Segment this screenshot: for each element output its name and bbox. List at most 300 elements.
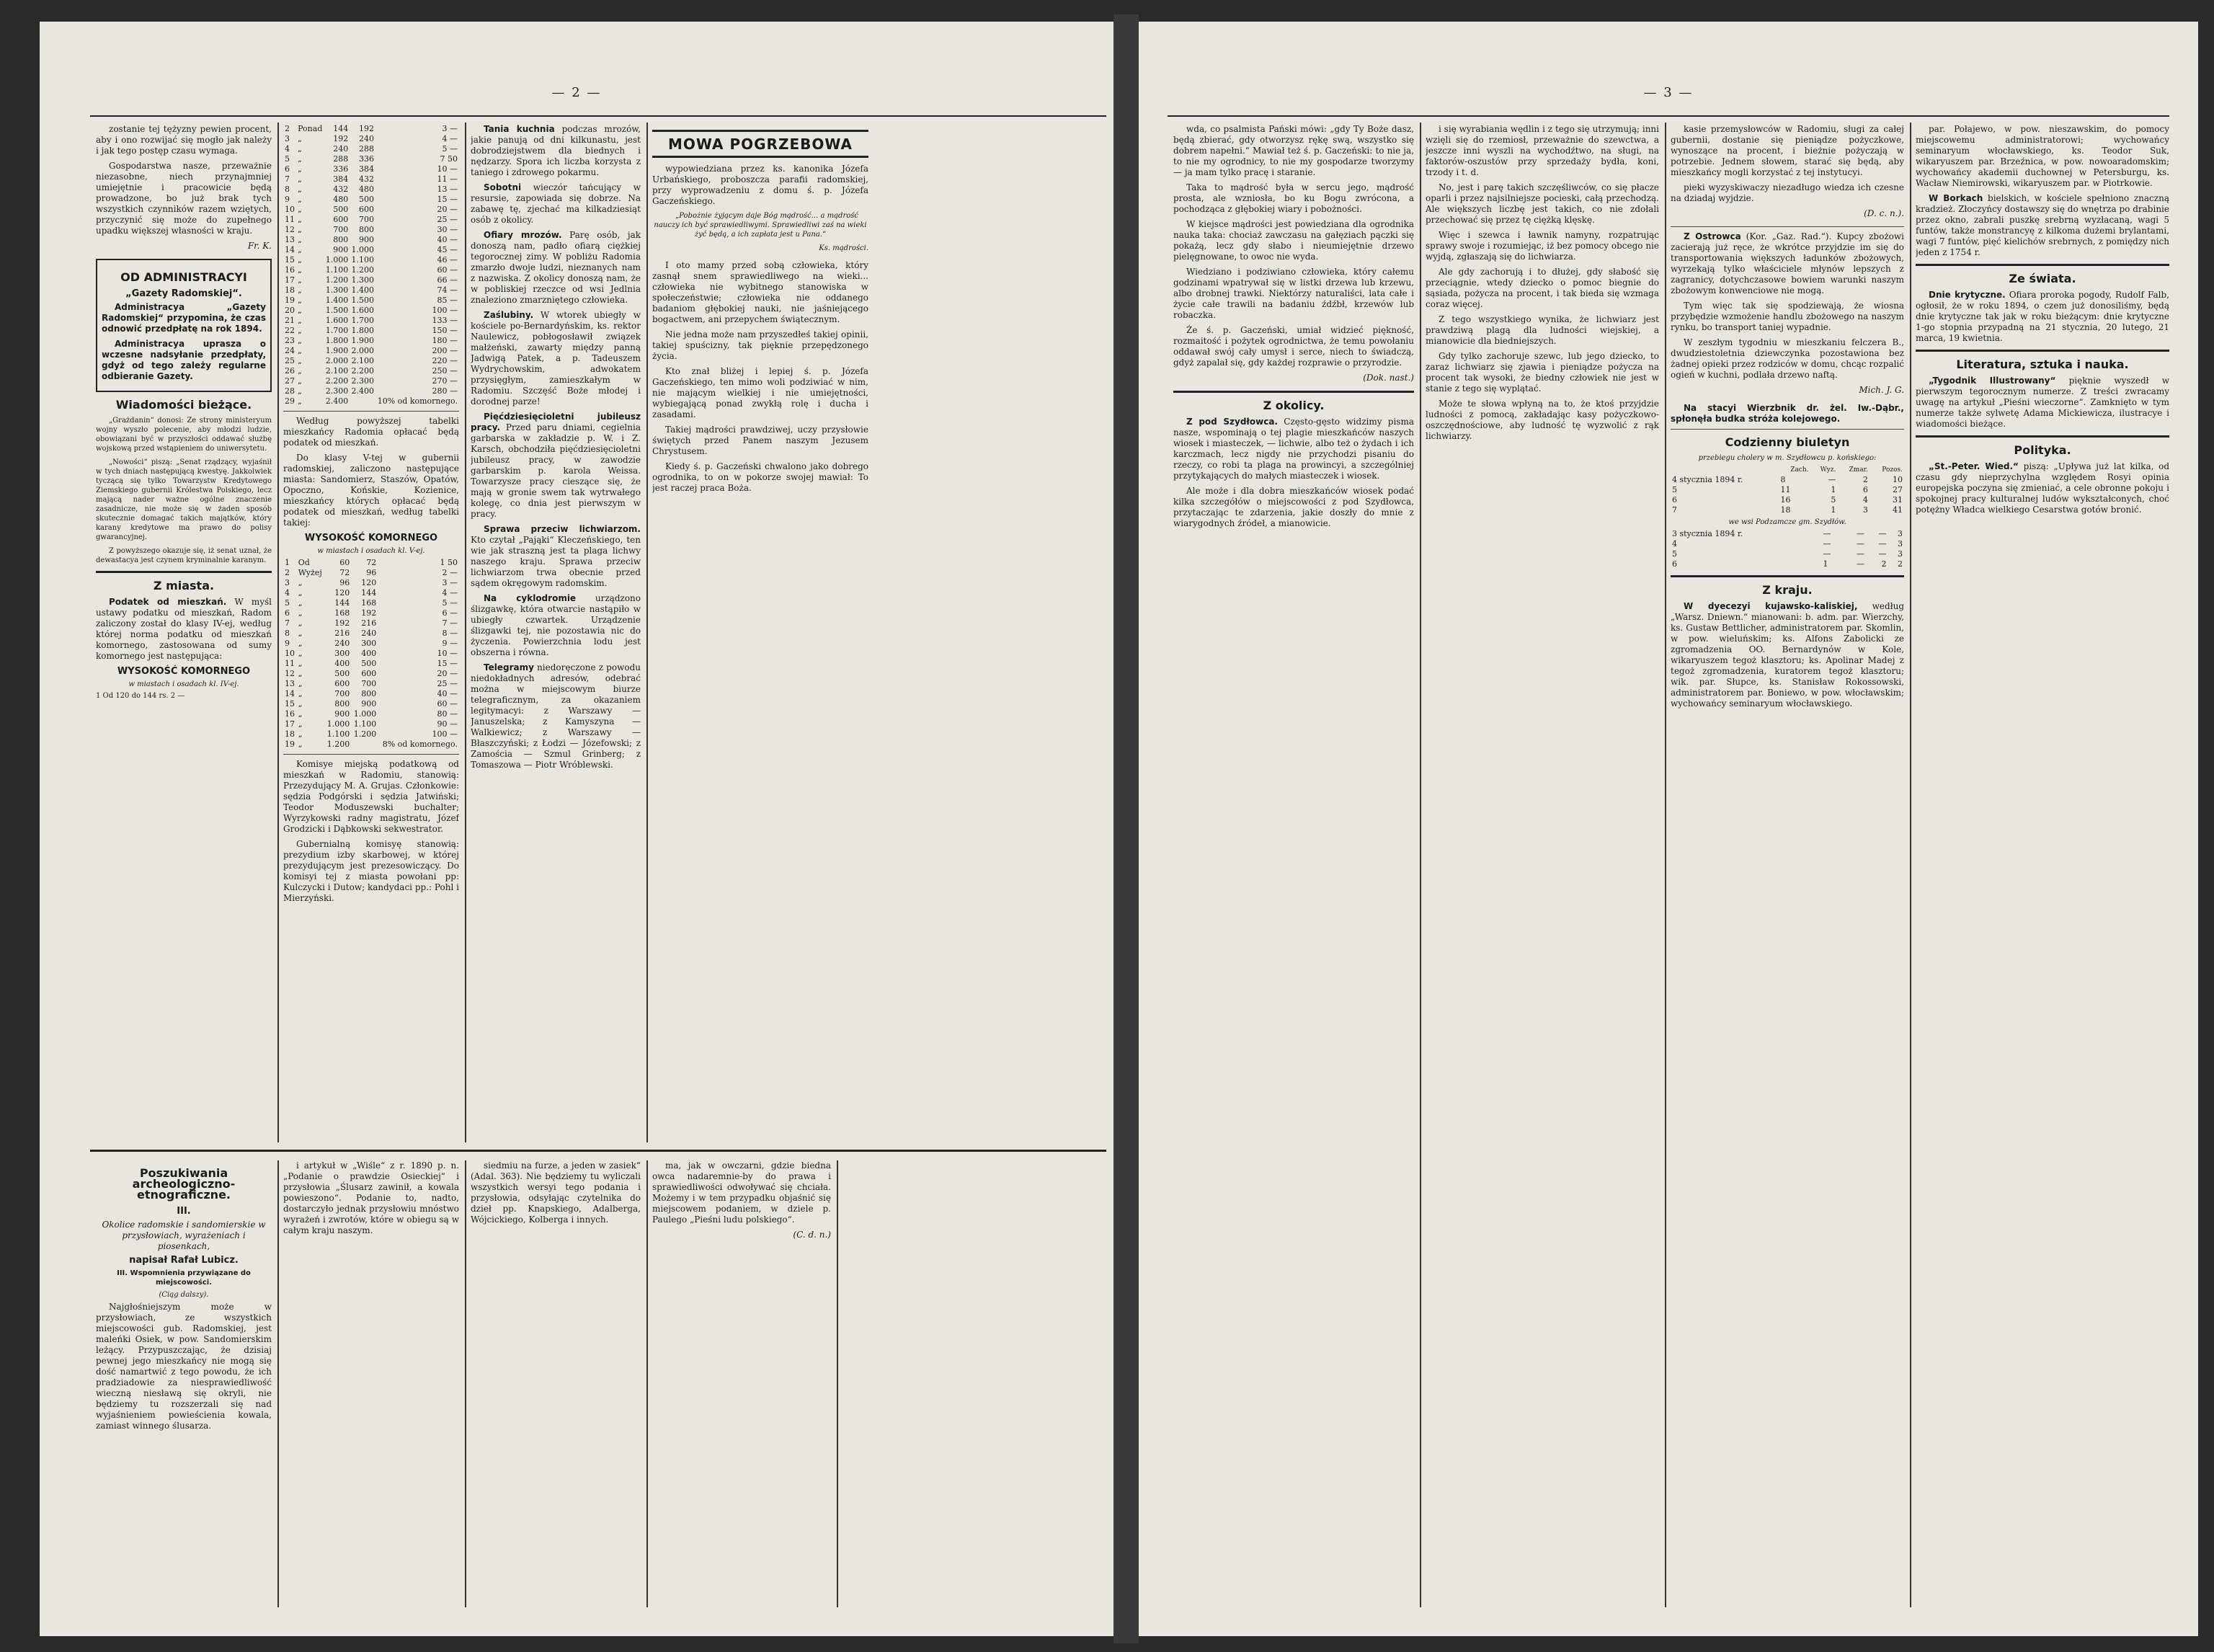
table-cell: 6 xyxy=(1672,495,1677,505)
table-row xyxy=(1671,495,1904,505)
table-cell: 2 xyxy=(1898,559,1903,569)
section-title: Polityka. xyxy=(2014,443,2071,457)
table-cell: 1.000 xyxy=(326,719,350,729)
article-text: Taka to mądrość była w sercu jego, mądrość prosta, ale wzniosła, bo ku Bogu zwrócona, a pochodząca z głębokiej wiary i pobożności. xyxy=(1173,182,1414,214)
table-cell: 800 xyxy=(334,699,350,709)
feuilleton-continuation: (Ciąg dalszy). xyxy=(159,1291,209,1299)
article-text: par. Połajewo, w pow. nieszawskim, do pomocy miejscowemu administratorowi; wychowańcy seminaryum włocławskiego, ks. Teodor Suk, wikaryuszem par. Brzeźnica, w pow. nowoaradomskim; wychowańcy akademii duchownej w Petersburgu, ks. Wacław Niemirowski, wikaryuszem par. w Piotrkowie. xyxy=(1916,124,2169,188)
table-cell: 7 xyxy=(1672,505,1677,515)
right-column-1 xyxy=(1173,124,1414,1609)
archaeology-column-4 xyxy=(652,1160,831,1607)
table-cell: 12 xyxy=(285,225,295,234)
article-text: I oto mamy przed sobą człowieka, który zasnął snem sprawiedliwego na wieki... człowieka nie wybitnego stanowiska w społeczeństwie; człowieka nie oddanego badaniom głębokiej nauki, nie jaśniejącego bogactwem, ani przepychem świątecznym. xyxy=(652,260,868,324)
table-cell: 20 xyxy=(285,306,295,315)
table-cell: Wyżej xyxy=(298,568,322,577)
table-cell: 500 xyxy=(333,205,349,214)
table-cell: — xyxy=(1828,475,1836,484)
cholera-table xyxy=(1671,465,1904,515)
table-cell: 8 xyxy=(1780,475,1786,484)
table-cell: 1.000 xyxy=(325,255,349,265)
table-row xyxy=(283,659,459,669)
table-cell: „ xyxy=(298,174,302,184)
table-subtitle: w miastach i osadach kl. IV-ej. xyxy=(128,680,239,688)
table-cell: 800 xyxy=(358,225,374,234)
table-cell: 11 xyxy=(285,659,295,668)
item-lead: Dnie krytyczne. xyxy=(1929,290,2006,300)
table-cell: 10 xyxy=(285,205,295,214)
table-cell: Od xyxy=(298,558,310,567)
table-cell: 3 xyxy=(1898,549,1903,559)
table-cell: „ xyxy=(298,235,302,244)
table-cell: 9 xyxy=(285,639,290,648)
table-cell: 600 xyxy=(333,215,349,224)
signature: (D. c. n.). xyxy=(1864,208,1904,218)
table-cell: 144 xyxy=(361,588,377,598)
signature: (C. d. n.) xyxy=(793,1230,831,1240)
table-cell: 240 xyxy=(361,629,377,638)
table-cell: 1.400 xyxy=(351,285,374,295)
table-row xyxy=(283,618,459,629)
table-cell: 3 xyxy=(285,134,290,143)
left-column-1 xyxy=(96,124,272,1146)
table-cell: 10 — xyxy=(437,649,458,658)
table-row xyxy=(283,154,459,164)
article-text: W wtorek ubiegły w kościele po-Bernardyńskim, ks. rektor Naulewicz, pobłogosławił związek małżeński, zawarty między panną Jadwigą Patek, a p. Tadeuszem Wydrychowskim, adwokatem przysięgłym, zamieszkałym w Radomiu. Szczęść Boże młodej i dorodnej parze! xyxy=(471,310,641,407)
article-text: No, jest i parę takich szczęśliwców, co się płacze oparli i przez najsilniejsze pocieski, całą przechodzą. Ale większych liczbę jest takich, co nie zdołali przechować się przez tę ciężką klęskę. xyxy=(1426,182,1659,225)
table-row xyxy=(1671,485,1904,495)
divider xyxy=(1671,575,1904,577)
table-cell: 216 xyxy=(334,629,350,638)
table-cell: 13 xyxy=(285,679,295,688)
table-cell: 6 — xyxy=(442,608,458,618)
table-row xyxy=(283,164,459,174)
article-text: Ale może i dla dobra mieszkańców wiosek podać kilka szczegółów o miejscowości z pod Szydłowca, przytaczając te zdarzenia, jakie doszły do mnie z wiarygodnych źródeł, a mianowicie. xyxy=(1173,486,1414,528)
table-cell: 9 xyxy=(285,195,290,204)
table-cell: 24 xyxy=(285,346,295,355)
table-cell: 600 xyxy=(334,679,350,688)
table-cell: 800 xyxy=(333,235,349,244)
table-cell: 60 xyxy=(339,558,350,567)
table-cell: 1.100 xyxy=(326,729,350,739)
table-cell: 133 — xyxy=(432,316,458,325)
article-text: Że ś. p. Gaczeński, umiał widzieć piękność, rozmaitość i pożytek ogrodnictwa, że temu powołaniu oddawał swój cały umysł i serce, niech to świadczą, gdyż zapalał się, gdy każdej rozprawie o przyrodzie. xyxy=(1173,325,1414,368)
table-cell: 4 xyxy=(285,144,290,154)
article-text: (Kor. „Gaz. Rad.“). Kupcy zbożowi zacierają już ręce, że wkrótce przyjdzie im się do transportowania większych ładunków zbożowych, wyrzekają tylko właściciele młynów lepszych z zagranicy, dotychczasowe bowiem warunki naszym zbożowym konwenciowe nie mogą. xyxy=(1671,231,1904,296)
left-column-4 xyxy=(652,124,1106,1146)
table-cell: „ xyxy=(298,185,302,194)
divider xyxy=(1671,226,1904,227)
table-cell: 1.100 xyxy=(353,719,377,729)
table-cell: 2.100 xyxy=(351,356,374,365)
table-cell: — xyxy=(1823,539,1831,549)
table-cell: 5 xyxy=(1672,549,1677,559)
table-row xyxy=(1671,559,1904,569)
table-cell: 288 xyxy=(358,144,374,154)
table-cell: „ xyxy=(298,285,302,295)
article-text: zostanie tej tężyzny pewien procent, aby i ono rozwijać się mogło jak należy i jak tego postęp czasu wymaga. xyxy=(96,124,272,156)
table-cell: „ xyxy=(298,740,303,749)
table-cell: 45 — xyxy=(437,245,458,254)
item-lead: Ofiary mrozów. xyxy=(484,230,562,240)
table-title: WYSOKOŚĆ KOMORNEGO xyxy=(304,533,438,543)
table-cell: 17 xyxy=(285,275,295,285)
table-cell: 1.500 xyxy=(325,306,349,315)
table-cell: „ xyxy=(298,719,303,729)
table-row xyxy=(283,699,459,709)
table-row xyxy=(283,629,459,639)
item-lead: W dyecezyi kujawsko-kaliskiej, xyxy=(1684,601,1858,611)
table-cell: 100 — xyxy=(432,729,458,739)
article-text: Kto znał bliżej i lepiej ś. p. Józefa Gaczeńskiego, ten mimo woli podziwiać w nim, nie mającym wielkiej i nie umiejętności, wybiegającą ponad zwykłą rolę i ducha i zasadami. xyxy=(652,366,868,419)
table-cell: 180 — xyxy=(432,336,458,345)
table-cell: 4 xyxy=(285,588,290,598)
table-cell: 18 xyxy=(285,729,295,739)
table-row xyxy=(283,124,459,134)
notice-subtitle: „Gazety Radomskiej“. xyxy=(125,288,242,299)
table-cell: 9 — xyxy=(442,639,458,648)
table-cell: „ xyxy=(298,195,302,204)
table-cell: 4 stycznia 1894 r. xyxy=(1672,475,1743,484)
table-cell: „ xyxy=(298,629,303,638)
table-row xyxy=(1671,505,1904,515)
table-cell: 3 stycznia 1894 r. xyxy=(1672,529,1743,538)
table-cell: 500 xyxy=(358,195,374,204)
table-cell: „ xyxy=(298,366,302,376)
signature: Fr. K. xyxy=(247,241,272,251)
top-rule xyxy=(90,115,1106,117)
table-cell: 1.900 xyxy=(351,336,374,345)
table-cell: 27 xyxy=(1893,485,1903,494)
article-text: Gospodarstwa nasze, przeważnie niezasobne, niech przynajmniej umiejętnie i pracowicie będą prowadzone, bo już brak tych wszystkich czynników razem wziętych, przyczynić się może do zupełnego upadku większej własności w kraju. xyxy=(96,161,272,236)
table-cell: 1.100 xyxy=(325,265,349,275)
table-header: Zach. xyxy=(1790,466,1809,474)
article-text: Ofiara proroka pogody, Rudolf Falb, ogłosił, że w roku 1894, o czem już donosiliśmy, będą dnie krytyczne tak jak w roku bieżącym: dnie krytyczne 1-go stopnia przypadną na 21 stycznia, 20 lutego, 21 marca, 19 kwietnia. xyxy=(1916,290,2169,343)
divider xyxy=(283,754,459,755)
table-cell: 480 xyxy=(358,185,374,194)
table-cell: 96 xyxy=(339,578,350,587)
article-text: Parę osób, jak donoszą nam, padło ofiarą ciężkiej tegorocznej zimy. W pobliżu Radomia zmarzło dwoje ludzi, nieznanych nam z nazwiska. Z okolicy donoszą nam, że w pobliskiej rzeczce od wsi Jedlnia znaleziono zmarzniętego człowieka. xyxy=(471,230,641,305)
table-row xyxy=(283,235,459,245)
table-cell: 3 xyxy=(1898,539,1903,549)
table-cell: 700 xyxy=(334,689,350,698)
table-cell: 14 xyxy=(285,689,295,698)
table-cell: 1.200 xyxy=(351,265,374,275)
table-row xyxy=(283,195,459,205)
news-item: „Grażdanin“ donosi: Ze strony ministeryum wojny wyszło polecenie, aby młodzi ludzie, obowiązani być w przyszłości oddawać służbę wojskową przed wstąpieniem do uniwersytetu. xyxy=(96,417,272,453)
table-cell: 7 — xyxy=(442,618,458,628)
table-cell: 192 xyxy=(334,618,350,628)
table-cell: 1.800 xyxy=(351,326,374,335)
table-cell: 4 xyxy=(1862,495,1868,505)
bulletin-title: Codzienny biuletyn xyxy=(1725,435,1850,449)
item-lead: W Borkach xyxy=(1929,193,1983,203)
table-cell: 700 xyxy=(358,215,374,224)
table-cell: 31 xyxy=(1893,495,1903,505)
article-text: piszą: „Upływa już lat kilka, od czasu gdy nieprzychylna względem Rosyi opinia europejska poczyna się zmieniać, a cele obronne pokoju i spokojnej pracy kulturalnej ludów wykształconych, choć potężny Władca wielkiego Cesarstwa gotów bronić. xyxy=(1916,461,2169,515)
table-cell: 22 xyxy=(285,326,295,335)
column-divider xyxy=(837,1160,838,1607)
table-cell: 2 xyxy=(1862,475,1868,484)
table-cell: 1.300 xyxy=(325,285,349,295)
table-cell: 1.200 xyxy=(325,275,349,285)
table-cell: 17 xyxy=(285,719,295,729)
table-row xyxy=(283,134,459,144)
article-text: według „Warsz. Dniewn.“ mianowani: b. adm. par. Wierzchy, ks. Gustaw Bettlicher, administratorem par. Skomlin, w pow. wieluńskim; ks. Alfons Zabolicki ze zgromadzenia OO. Bernardynów w Kole, wikaryuszem tegoż klasztoru; ks. Apolinar Madej z tegoż zgromadzenia, kuratorem tegoż klasztoru; wik. par. Słupce, ks. Stanisław Rokossowski, administratorem par. Boniewo, w pow. włocławskim; wychowańcy seminaryum włocławskiego. xyxy=(1671,601,1904,709)
table-cell: 144 xyxy=(333,124,349,133)
table-cell: 60 — xyxy=(437,265,458,275)
notice-text: Administracya uprasza o wczesne nadsyłanie przedpłaty, gdyż od tego zależy regularne odbieranie Gazety. xyxy=(102,339,266,381)
divider xyxy=(283,411,459,412)
section-title: Z kraju. xyxy=(1762,583,1813,597)
table-row xyxy=(283,356,459,366)
item-lead: „Tygodnik Illustrowany“ xyxy=(1929,376,2056,386)
table-row xyxy=(283,225,459,235)
table-row xyxy=(283,275,459,285)
divider xyxy=(96,571,272,573)
archaeology-column-1 xyxy=(96,1160,272,1607)
table-cell: — xyxy=(1878,539,1887,549)
table-row xyxy=(283,568,459,578)
column-divider xyxy=(277,1160,279,1607)
section-title: Z miasta. xyxy=(153,579,215,592)
table-cell: 25 xyxy=(285,356,295,365)
table-cell: 1.700 xyxy=(351,316,374,325)
table-cell: 8 — xyxy=(442,629,458,638)
news-item: Na stacyi Wierzbnik dr. żel. Iw.-Dąbr., spłonęła budka stróża kolejowego. xyxy=(1671,403,1904,424)
table-cell: 5 xyxy=(285,598,290,608)
page-number-right: — 3 — xyxy=(1643,85,1694,100)
feuilleton-author: napisał Rafał Lubicz. xyxy=(129,1255,239,1266)
article-text: i artykuł w „Wiśle“ z r. 1890 p. n. „Podanie o prawdzie Osieckiej“ i przysłowia „Ślusarz zawinił, a kowala powieszono“. Podanie to, nadto, dostarczyło jednak przysłowiu mnóstwo wyrażeń i zwrotów, które w obiegu są w całym kraju naszym. xyxy=(283,1160,459,1235)
bulletin-subtitle: przebiegu cholery w m. Szydłowcu p. końskiego: xyxy=(1698,454,1877,462)
section-title: Literatura, sztuka i nauka. xyxy=(1956,358,2129,371)
table-cell: 220 — xyxy=(432,356,458,365)
table-cell: „ xyxy=(298,608,303,618)
table-cell: 2 — xyxy=(442,568,458,577)
table-row xyxy=(283,729,459,740)
table-cell: 400 xyxy=(361,649,377,658)
table-cell: „ xyxy=(298,205,302,214)
divider xyxy=(652,156,868,158)
section-title: Ze świata. xyxy=(2009,272,2076,285)
table-cell: 5 xyxy=(285,154,290,164)
funeral-title: MOWA POGRZEBOWA xyxy=(667,136,853,153)
article-text: i się wyrabiania wędlin i z tego się utrzymują; inni wzięli się do rzemiosł, przeważnie do szewctwa, a jeszcze inni wyszli na wychodźtwo, na sługi, na faktorów-oszustów przy sprzedaży bydła, koni, trzody i t. d. xyxy=(1426,124,1659,177)
table-cell: 500 xyxy=(334,669,350,678)
divider xyxy=(1173,391,1414,393)
archaeology-column-2 xyxy=(283,1160,459,1607)
table-cell: 900 xyxy=(358,235,374,244)
table-row xyxy=(283,679,459,689)
column-divider xyxy=(646,1160,648,1607)
table-subtitle: w miastach i osadach kl. V-ej. xyxy=(317,547,425,555)
table-cell: 1.300 xyxy=(351,275,374,285)
article-text: Kto czytał „Pająki“ Kleczeńskiego, ten wie jak straszną jest ta plaga lichwy naszego kraju. Sprawa przeciw lichwiarzom trwa obecnie przed sądem okręgowym radomskim. xyxy=(471,535,641,588)
bulletin-subtitle: we wsi Podzamcze gm. Szydłów. xyxy=(1728,518,1846,526)
table-row xyxy=(283,296,459,306)
news-item: „Nowości“ piszą: „Senat rządzący, wyjaśnił w tych dniach następującą kwestyę. Jakkolwiek tyczącą się tylko Towarzystw Kredytowego Ziemskiego gubernii Królestwa Polskiego, lecz mającą nader ważne ogólne znaczenie zasadnicze, nie może się w żaden sposób skutecznie domagać takich majątków, który karany kredytowe ma prawo do polisy gwarancyjnej. xyxy=(96,458,272,541)
article-text: ma, jak w owczarni, gdzie biedna owca nadaremnie-by do prawa i sprawiedliwości odwoływać się chciała. Możemy i w tem przypadku objaśnić się miejscowem podaniem, w dziele p. Paulego „Pieśni ludu polskiego“. xyxy=(652,1160,831,1225)
table-cell: 250 — xyxy=(432,366,458,376)
table-cell: 216 xyxy=(361,618,377,628)
table-cell: — xyxy=(1878,549,1887,559)
table-cell: 4 — xyxy=(442,588,458,598)
table-cell: 2.200 xyxy=(351,366,374,376)
table-cell: — xyxy=(1856,539,1864,549)
table-cell: 40 — xyxy=(437,689,458,698)
table-cell: 144 xyxy=(334,598,350,608)
item-lead: Tania kuchnia xyxy=(484,124,555,134)
table-cell: „ xyxy=(298,578,303,587)
table-cell: „ xyxy=(298,598,303,608)
table-cell: „ xyxy=(298,255,302,265)
table-cell: 2 xyxy=(285,568,290,577)
column-divider xyxy=(1420,123,1421,1607)
funeral-speech-column xyxy=(652,130,868,494)
table-cell: 8 xyxy=(285,185,290,194)
divider xyxy=(1671,429,1904,430)
table-cell: 18 xyxy=(285,285,295,295)
table-cell: 1.600 xyxy=(351,306,374,315)
feuilleton-title: Poszukiwania archeologiczno-etnograficzne. xyxy=(132,1166,236,1202)
table-cell: 1 xyxy=(1831,505,1836,515)
right-column-4 xyxy=(1916,124,2169,1609)
table-row xyxy=(283,306,459,316)
column-divider xyxy=(277,123,279,1142)
table-cell: 7 50 xyxy=(440,154,458,164)
right-column-3 xyxy=(1671,124,1904,1609)
table-cell: 19 xyxy=(285,296,295,305)
archaeology-column-3 xyxy=(471,1160,641,1607)
table-header: Wyz. xyxy=(1820,466,1836,474)
article-text: podczas mrozów, jakie panują od dni kilkunastu, jest dobrodziejstwem dla biednych i nędzarzy. Spora ich liczba korzysta z taniego i zdrowego pokarmu. xyxy=(471,124,641,177)
table-cell: „ xyxy=(298,336,302,345)
table-cell: 8 xyxy=(285,629,290,638)
table-cell: 120 xyxy=(361,578,377,587)
divider xyxy=(1916,435,2169,438)
table-row xyxy=(283,386,459,396)
table-row xyxy=(283,215,459,225)
table-cell: 26 xyxy=(285,366,295,376)
tax-table-class-4 xyxy=(283,124,459,407)
table-cell xyxy=(350,396,375,407)
table-row xyxy=(283,396,459,407)
notice-title: OD ADMINISTRACYI xyxy=(120,270,247,284)
table-cell: 20 — xyxy=(437,669,458,678)
table-row xyxy=(1671,529,1904,539)
table-cell: 300 xyxy=(361,639,377,648)
table-cell: 27 xyxy=(285,376,295,386)
divider xyxy=(1916,350,2169,352)
table-cell: „ xyxy=(298,356,302,365)
table-cell: 60 — xyxy=(437,699,458,709)
table-cell: 3 xyxy=(1862,505,1868,515)
table-cell: 2.400 xyxy=(325,396,349,406)
article-text: pieki wyzyskiwaczy niezadługo wiedza ich czesne na dziadaj wyjdzie. xyxy=(1671,182,1904,203)
table-cell: — xyxy=(1856,559,1864,569)
table-cell: — xyxy=(1856,549,1864,559)
table-cell: 13 — xyxy=(437,185,458,194)
table-cell: „ xyxy=(298,306,302,315)
table-cell: 20 — xyxy=(437,205,458,214)
table-cell: 192 xyxy=(361,608,377,618)
table-cell: „ xyxy=(298,659,303,668)
item-lead: Na cyklodromie xyxy=(484,593,577,603)
table-cell: — xyxy=(1856,529,1864,538)
item-lead: „St.-Peter. Wied.“ xyxy=(1929,461,2019,471)
table-cell: 1 xyxy=(285,558,290,567)
table-row xyxy=(283,255,459,265)
table-row xyxy=(283,689,459,699)
table-cell: 72 xyxy=(366,558,377,567)
table-cell: „ xyxy=(298,709,303,719)
table-cell: „ xyxy=(298,618,303,628)
table-cell: 4 — xyxy=(442,134,458,143)
table-cell: 15 xyxy=(285,699,295,709)
article-text: urządzono ślizgawkę, która otwarcie nastąpiło w ubiegły czwartek. Urządzenie ślizgawki tej, nie pozostawia nic do życzenia. Powierzchnia lodu jest obszerna i równa. xyxy=(471,593,641,657)
table-cell: 1.700 xyxy=(325,326,349,335)
table-cell: 10% od komornego. xyxy=(377,396,458,406)
signature: (Dok. nast.) xyxy=(1363,373,1414,383)
left-page xyxy=(40,22,1113,1636)
table-cell: 2.100 xyxy=(325,366,349,376)
table-row xyxy=(283,245,459,255)
table-cell: 90 — xyxy=(437,719,458,729)
column-divider xyxy=(465,123,466,1142)
article-text: Do klasy V-tej w gubernii radomskiej, zaliczono następujące miasta: Sandomierz, Staszów, Opatów, Opoczno, Końskie, Kozienice, mieszkańcy których opłacać będą podatek od mieszkań, według tabelki takiej: xyxy=(283,453,459,528)
table-cell: 41 xyxy=(1893,505,1903,515)
cholera-table xyxy=(1671,529,1904,569)
table-cell: 30 — xyxy=(437,225,458,234)
table-cell: „ xyxy=(298,275,302,285)
divider xyxy=(1916,264,2169,266)
table-cell: 1.400 xyxy=(325,296,349,305)
item-lead: Podatek od mieszkań. xyxy=(109,597,227,607)
table-cell: „ xyxy=(298,679,303,688)
article-text: Wiedziano i podziwiano człowieka, który całemu godzinami wpatrywał się w listki drzewa lub krzewu, albo drobnej trawki. Niektórzy naturaliści, lata całe i życie całe trawili na badaniu źdźbł, krzewów lub robaczka. xyxy=(1173,267,1414,320)
table-cell: 700 xyxy=(333,225,349,234)
table-cell: „ xyxy=(298,326,302,335)
table-cell: 1.800 xyxy=(325,336,349,345)
table-cell: 400 xyxy=(334,659,350,668)
article-text: Według powyższej tabelki mieszkańcy Radomia opłacać będą podatek od mieszkań. xyxy=(283,416,459,448)
table-cell: 6 xyxy=(285,164,290,174)
table-cell: 10 xyxy=(285,649,295,658)
table-cell: 14 xyxy=(285,245,295,254)
article-text: Może te słowa wpłyną na to, że ktoś przyjdzie ludności z pomocą, zakładając kasy pożyczkowo-oszczędnościowe, aby ludność tę wyzwolić z rąk lichwiarzy. xyxy=(1426,399,1659,441)
table-cell: 1.200 xyxy=(326,740,350,749)
table-cell: 11 xyxy=(285,215,295,224)
table-cell: 1.000 xyxy=(351,245,374,254)
table-cell: „ xyxy=(298,144,302,154)
table-cell: 384 xyxy=(333,174,349,184)
table-row xyxy=(283,740,459,750)
table-cell: 25 — xyxy=(437,679,458,688)
table-cell: 800 xyxy=(361,689,377,698)
table-cell: 5 xyxy=(1831,495,1836,505)
section-title: Wiadomości bieżące. xyxy=(115,398,252,412)
table-cell: „ xyxy=(298,699,303,709)
article-text: siedmiu na furze, a jeden w zasiek“ (Adal. 363). Nie będziemy tu wyliczali wszystkich wersyi tego podania i przysłowia, odsyłając czytelnika do dzieł pp. Knapskiego, Adalberga, Wójcickiego, Kolberga i innych. xyxy=(471,1160,641,1225)
table-row: 1 Od 120 do 144 rs. 2 — xyxy=(96,692,185,700)
table-cell: 96 xyxy=(366,568,377,577)
table-cell: 3 — xyxy=(442,578,458,587)
right-column-2 xyxy=(1426,124,1659,1609)
table-row xyxy=(283,366,459,376)
table-cell: 288 xyxy=(333,154,349,164)
table-row xyxy=(283,709,459,719)
article-text: W myśl ustawy podatku od mieszkań, Radom zaliczony został do klasy IV-ej, według której norma podatku od mieszkań komornego, zastosowana od sumy komornego jest następująca: xyxy=(96,597,272,661)
